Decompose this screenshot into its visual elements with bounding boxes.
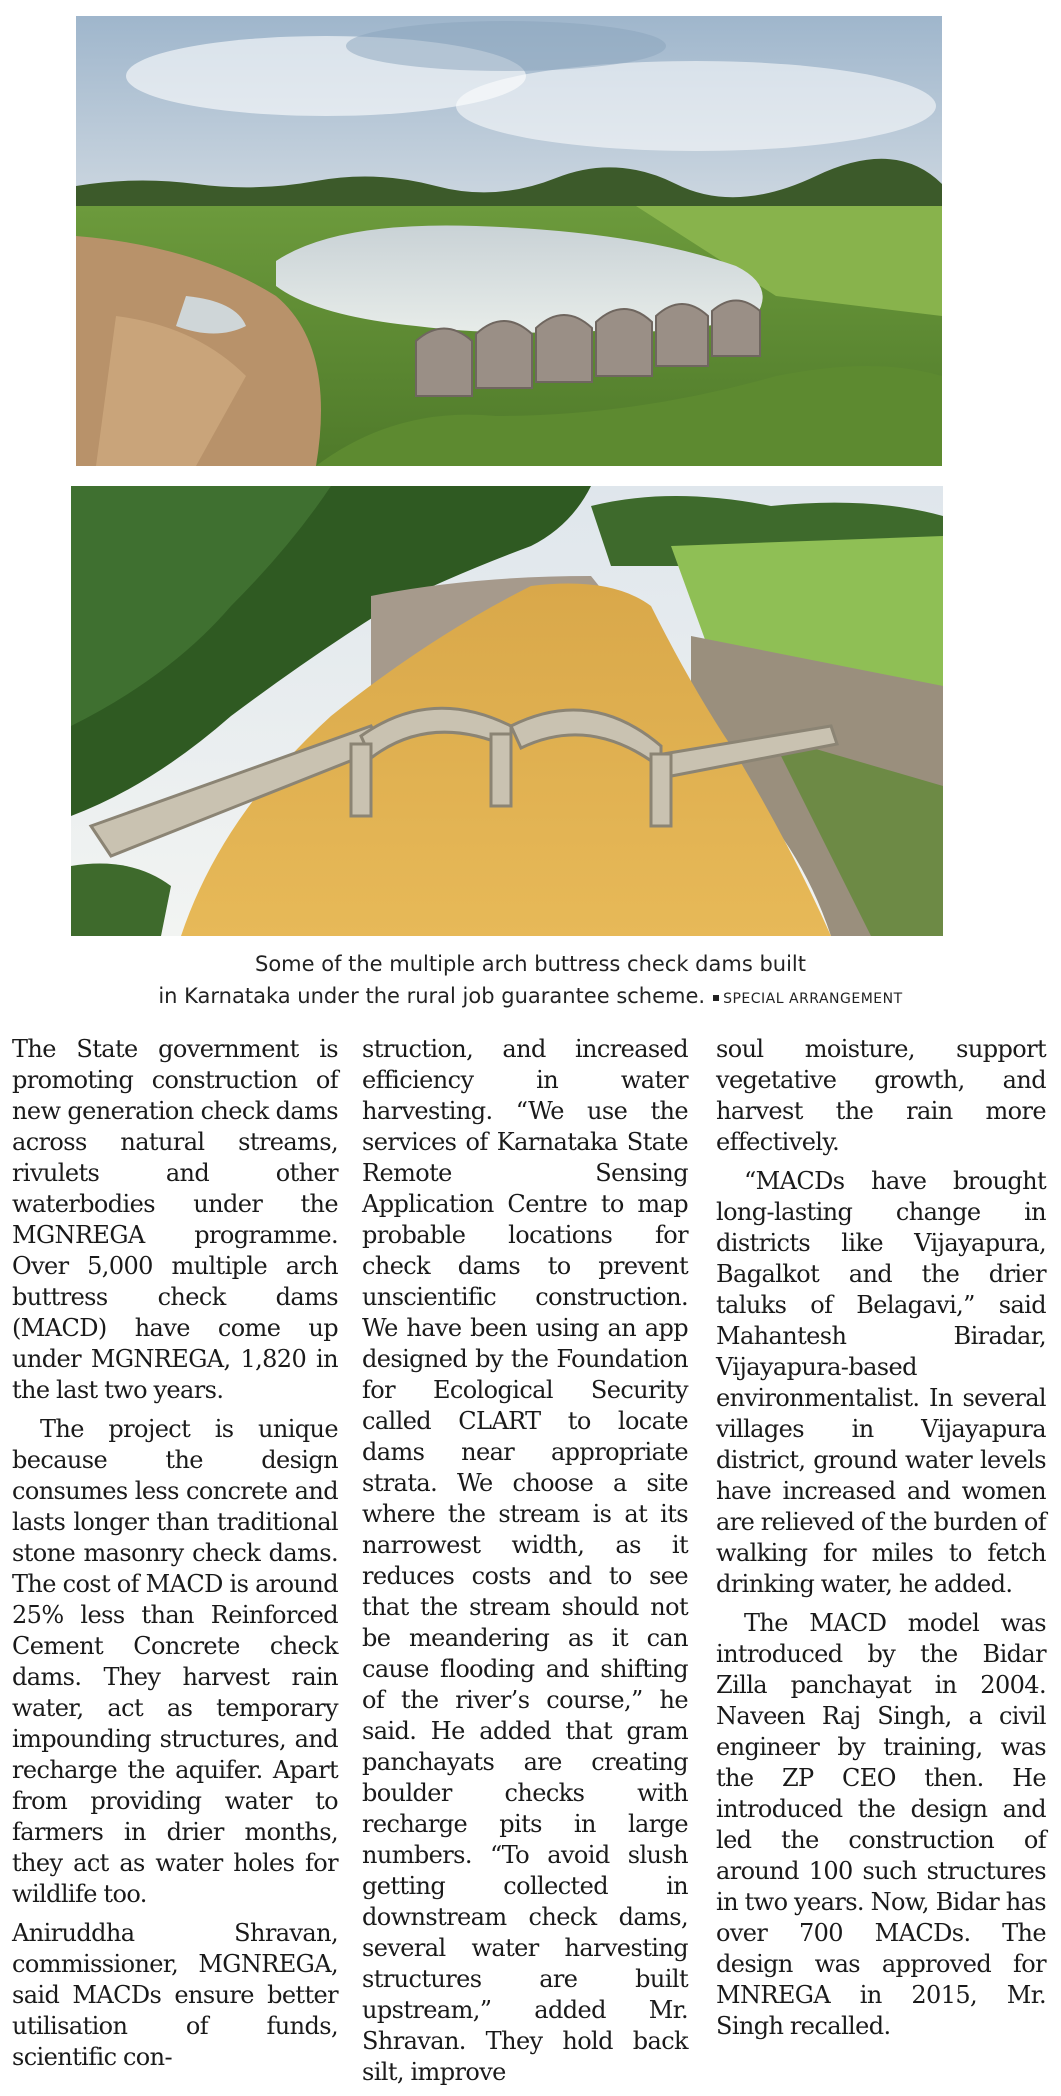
reservoir-photo-drawing xyxy=(76,16,942,466)
col3-paragraph-3: The MACD model was introduced by the Bidar Zilla panchayat in 2004. Naveen Raj Singh, a civil engineer by training, was the ZP CEO then. He introduced the design and led the construction of around 100 such structures in two years. Now, Bidar has over 700 MACDs. The design was approved for MNREGA in 2015, Mr. Singh recalled. xyxy=(716,1609,1046,2040)
col1-paragraph-1: The State government is promoting construction of new generation check dams across natural streams, rivulets and other waterbodies under the MGNREGA programme. Over 5,000 multiple arch buttress check dams (MACD) have come up under MGNREGA, 1,820 in the last two years. xyxy=(12,1035,338,1404)
article-column-3 xyxy=(716,1034,1046,2050)
col1-paragraph-2: The project is unique because the design consumes less concrete and lasts longer than traditional stone masonry check dams. The cost of MACD is around 25% less than Reinforced Cement Concrete check dams. They harvest rain water, act as temporary impounding structures, and recharge the aquifer. Apart from providing water to farmers in drier months, they act as water holes for wildlife too. xyxy=(12,1415,338,1908)
muddy-stream-photo-drawing xyxy=(71,486,943,936)
photo-credit: SPECIAL ARRANGEMENT xyxy=(705,991,903,1007)
col1-paragraph-3: Aniruddha Shravan, commissioner, MGNREGA, said MACDs ensure better utilisation of funds, scientific con- xyxy=(12,1919,338,2071)
check-dam-reservoir-photo xyxy=(76,16,942,466)
col2-paragraph-1: struction, and increased efficiency in water harvesting. “We use the services of Karnataka State Remote Sensing Application Centre to map probable locations for check dams to prevent unscientific construction. We have been using an app designed by the Foundation for Ecological Security called CLART to locate dams near appropriate strata. We choose a site where the stream is at its narrowest width, as it reduces costs and to see that the stream should not be meandering as it can cause flooding and shifting of the river’s course,” he said. He added that gram panchayats are creating boulder checks with recharge pits in large numbers. “To avoid slush getting collected in downstream check dams, several water harvesting structures are built upstream,” added Mr. Shravan. They hold back silt, improve xyxy=(362,1035,688,2086)
photo-caption xyxy=(0,948,1061,1015)
caption-line-2 xyxy=(0,980,1061,1015)
col3-paragraph-2: “MACDs have brought long-lasting change in districts like Vijayapura, Bagalkot and the drier taluks of Belagavi,” said Mahantesh Biradar, Vijayapura-based environmentalist. In several villages in Vijayapura district, ground water levels have increased and women are relieved of the burden of walking for miles to fetch drinking water, he added. xyxy=(716,1167,1046,1598)
article-column-2 xyxy=(362,1034,688,2096)
article-column-1 xyxy=(12,1034,338,2081)
caption-line-1: Some of the multiple arch buttress check dams built xyxy=(254,952,806,976)
check-dam-muddy-stream-photo xyxy=(71,486,943,936)
col3-paragraph-1: soul moisture, support vegetative growth, and harvest the rain more effectively. xyxy=(716,1035,1046,1156)
caption-line-2-text: in Karnataka under the rural job guarantee scheme. xyxy=(158,984,706,1008)
